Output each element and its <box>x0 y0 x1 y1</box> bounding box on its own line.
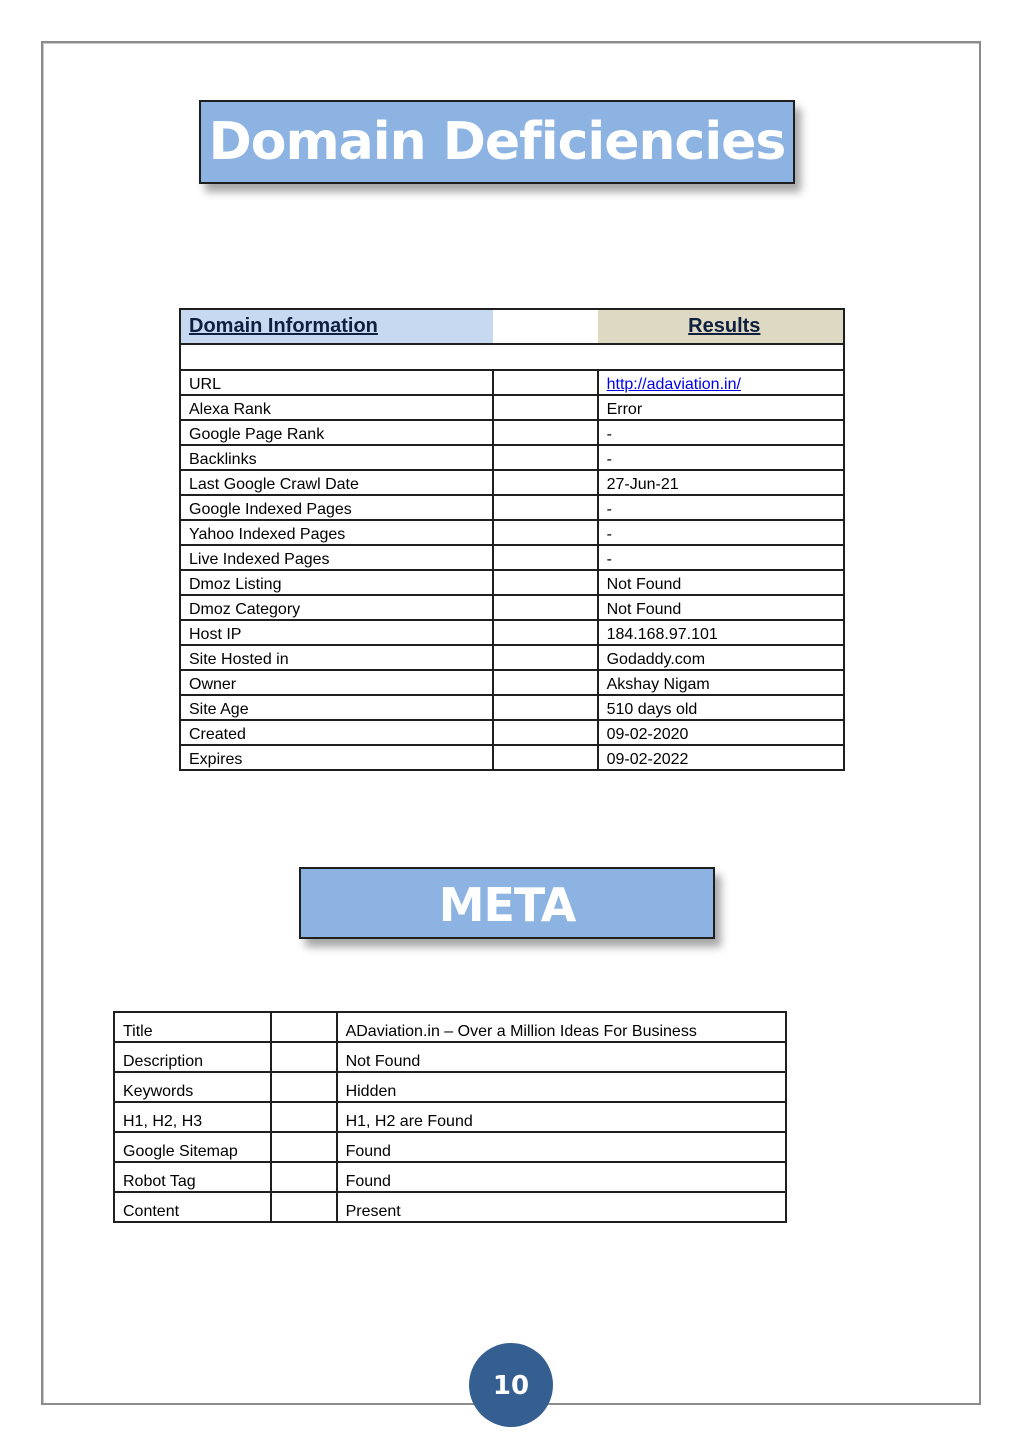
results-header: Results <box>598 309 844 344</box>
table-row <box>180 620 844 645</box>
table-row <box>180 545 844 570</box>
row-value: - <box>598 445 844 470</box>
table-row <box>180 470 844 495</box>
row-value: 184.168.97.101 <box>598 620 844 645</box>
row-label: Google Page Rank <box>180 420 493 445</box>
row-value: Found <box>337 1132 786 1162</box>
meta-information-banner: META Information <box>299 867 715 939</box>
meta-information-table <box>113 1011 787 1223</box>
row-gap <box>271 1132 337 1162</box>
row-label: Title <box>114 1012 271 1042</box>
row-gap <box>493 570 597 595</box>
row-value: - <box>598 520 844 545</box>
row-label: Keywords <box>114 1072 271 1102</box>
domain-information-header: Domain Information <box>180 309 493 344</box>
row-label: Robot Tag <box>114 1162 271 1192</box>
spacer-row <box>180 344 844 370</box>
row-label: Alexa Rank <box>180 395 493 420</box>
row-gap <box>493 445 597 470</box>
row-value <box>598 370 844 395</box>
row-value: Hidden <box>337 1072 786 1102</box>
table-row <box>114 1132 786 1162</box>
table-row <box>180 495 844 520</box>
row-label: Created <box>180 720 493 745</box>
row-gap <box>271 1162 337 1192</box>
row-gap <box>493 670 597 695</box>
row-value: - <box>598 420 844 445</box>
domain-deficiencies-banner: Domain Deficiencies <box>199 100 795 184</box>
row-value: Present <box>337 1192 786 1222</box>
row-gap <box>271 1042 337 1072</box>
row-label: Google Sitemap <box>114 1132 271 1162</box>
domain-information-table <box>179 308 845 771</box>
table-row <box>180 420 844 445</box>
table-row <box>180 445 844 470</box>
table-row <box>180 645 844 670</box>
row-label: Yahoo Indexed Pages <box>180 520 493 545</box>
row-label: Owner <box>180 670 493 695</box>
row-gap <box>493 395 597 420</box>
row-gap <box>493 370 597 395</box>
row-label: Site Hosted in <box>180 645 493 670</box>
table-row <box>114 1012 786 1042</box>
row-label: Dmoz Listing <box>180 570 493 595</box>
table-row <box>114 1162 786 1192</box>
row-label: Description <box>114 1042 271 1072</box>
row-gap <box>271 1192 337 1222</box>
row-value: - <box>598 495 844 520</box>
table-row <box>180 720 844 745</box>
table-row <box>180 595 844 620</box>
url-link[interactable]: http://adaviation.in/ <box>606 376 741 393</box>
row-label: H1, H2, H3 <box>114 1102 271 1132</box>
table-row <box>114 1102 786 1132</box>
table-header-row <box>180 309 844 344</box>
row-gap <box>271 1012 337 1042</box>
row-value: H1, H2 are Found <box>337 1102 786 1132</box>
row-label: Live Indexed Pages <box>180 545 493 570</box>
row-gap <box>271 1102 337 1132</box>
row-value: Found <box>337 1162 786 1192</box>
row-gap <box>493 495 597 520</box>
row-value: Not Found <box>598 595 844 620</box>
page-number-badge: 10 <box>469 1343 553 1427</box>
row-value: Akshay Nigam <box>598 670 844 695</box>
row-value: ADaviation.in – Over a Million Ideas For Business <box>337 1012 786 1042</box>
row-gap <box>493 695 597 720</box>
row-value: 27-Jun-21 <box>598 470 844 495</box>
row-label: Content <box>114 1192 271 1222</box>
row-value: 510 days old <box>598 695 844 720</box>
row-value: 09-02-2020 <box>598 720 844 745</box>
row-gap <box>493 745 597 770</box>
row-value: 09-02-2022 <box>598 745 844 770</box>
row-gap <box>493 620 597 645</box>
table-row <box>180 370 844 395</box>
row-label: URL <box>180 370 493 395</box>
row-label: Last Google Crawl Date <box>180 470 493 495</box>
row-value: Error <box>598 395 844 420</box>
header-gap <box>493 309 597 344</box>
table-row <box>180 570 844 595</box>
row-value: Not Found <box>337 1042 786 1072</box>
row-label: Backlinks <box>180 445 493 470</box>
row-gap <box>493 520 597 545</box>
row-value: - <box>598 545 844 570</box>
row-gap <box>493 595 597 620</box>
row-gap <box>493 470 597 495</box>
row-gap <box>271 1072 337 1102</box>
table-row <box>180 520 844 545</box>
table-row <box>180 745 844 770</box>
row-label: Dmoz Category <box>180 595 493 620</box>
table-row <box>180 695 844 720</box>
table-row <box>114 1042 786 1072</box>
table-row <box>114 1072 786 1102</box>
row-label: Host IP <box>180 620 493 645</box>
row-label: Expires <box>180 745 493 770</box>
table-row <box>180 670 844 695</box>
row-gap <box>493 720 597 745</box>
row-value: Godaddy.com <box>598 645 844 670</box>
row-gap <box>493 645 597 670</box>
row-label: Site Age <box>180 695 493 720</box>
row-label: Google Indexed Pages <box>180 495 493 520</box>
row-gap <box>493 420 597 445</box>
table-row <box>180 395 844 420</box>
row-value: Not Found <box>598 570 844 595</box>
table-row <box>114 1192 786 1222</box>
row-gap <box>493 545 597 570</box>
